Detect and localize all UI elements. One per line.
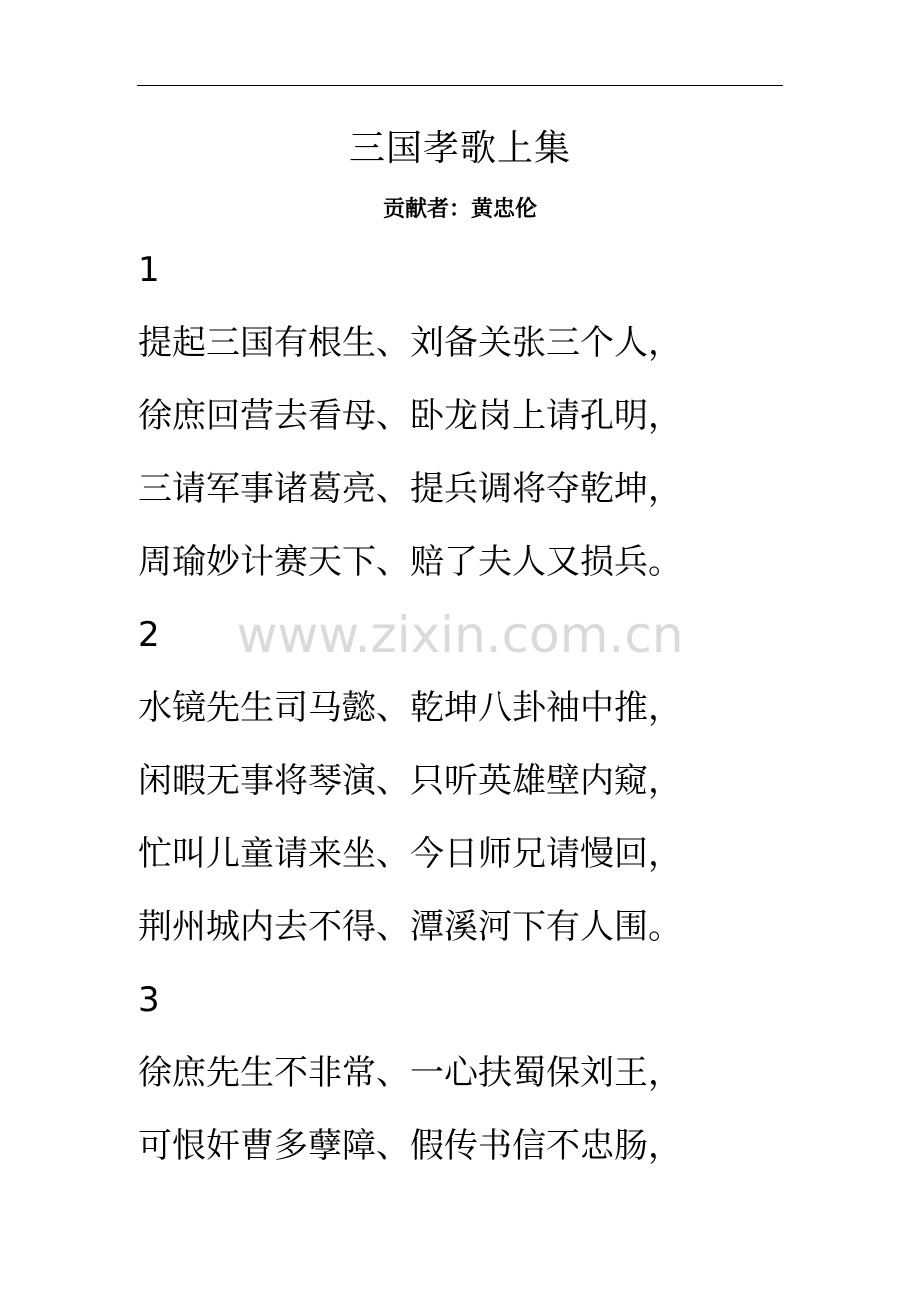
watermark-text: www.zixin.com.cn [236, 606, 684, 664]
document-title: 三国孝歌上集 [348, 128, 571, 169]
poem-line: 闲暇无事将琴演、只听英雄壁内窥， [138, 761, 682, 801]
contributor-line: 贡献者：黄忠伦 [382, 196, 537, 222]
poem-line: 周瑜妙计赛天下、赔了夫人又损兵。 [138, 542, 682, 582]
stanza-number: 1 [138, 250, 160, 290]
poem-line: 三请军事诸葛亮、提兵调将夺乾坤， [138, 469, 682, 509]
poem-line: 荆州城内去不得、潭溪河下有人围。 [138, 907, 682, 947]
stanza-number: 2 [138, 615, 160, 655]
poem-line: 水镜先生司马懿、乾坤八卦袖中推， [138, 688, 682, 728]
header-rule [137, 85, 783, 86]
poem-line: 提起三国有根生、刘备关张三个人， [138, 323, 682, 363]
poem-line: 徐庶先生不非常、一心扶蜀保刘王， [138, 1053, 682, 1093]
poem-body [138, 251, 818, 1200]
poem-line: 可恨奸曹多孽障、假传书信不忠肠， [138, 1126, 682, 1166]
poem-line: 忙叫儿童请来坐、今日师兄请慢回， [138, 834, 682, 874]
stanza-number: 3 [138, 980, 160, 1020]
poem-line: 徐庶回营去看母、卧龙岗上请孔明， [138, 396, 682, 436]
